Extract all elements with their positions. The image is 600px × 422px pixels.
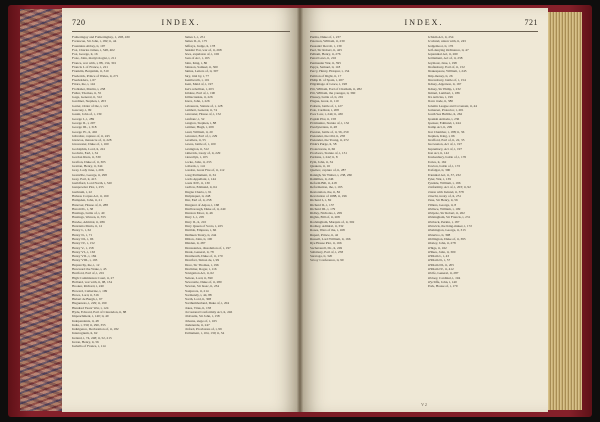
index-entry: Pepys, Samuel, ii, 118 — [310, 65, 341, 70]
index-entry: Levellers, ii, 55 — [184, 138, 206, 143]
index-entry: Wesley, John, ii, 278 — [427, 241, 456, 246]
index-entry: Indulgence, Declaration of, ii, 182 — [72, 327, 119, 332]
index-entry: Warwick, the King-maker, i, 172 — [427, 224, 473, 229]
index-entry: Gloucester, Duke of, i, 160 — [72, 142, 109, 147]
index-entry: Peasants' Revolt, i, 139 — [310, 43, 342, 48]
index-entry: Self-denying Ordinance, ii, 47 — [427, 47, 469, 52]
index-entry: Six Articles, i, 199 — [427, 95, 453, 100]
index-entry: Leicester, Earl of, i, 229 — [184, 133, 218, 138]
index-entry: Shaftesbury, Earl of, ii, 152 — [427, 65, 465, 70]
book-gutter — [297, 8, 303, 412]
index-entry: Richard II., i, 137 — [310, 202, 335, 207]
index-entry: Hundred Years' War, i, 124 — [72, 305, 109, 310]
index-entry: Oldcastle, Sir John, i, 158 — [184, 314, 220, 319]
index-entry: Guthrum, i, 22 — [72, 189, 92, 194]
index-entry: Poor Law, i, 244; ii, 430 — [310, 112, 343, 117]
index-entry: Nonjurors, ii, 214 — [184, 288, 209, 293]
right-running-title: INDEX. — [404, 18, 444, 27]
index-entry: Francis I. of France, i, 221 — [72, 65, 108, 70]
gilt-page-edge — [545, 12, 582, 410]
index-entry: Septennial Act, ii, 260 — [427, 52, 458, 57]
index-entry: Monk, General, ii, 78 — [184, 249, 214, 254]
index-entry: Impeachment, i, 140; ii, 40 — [72, 314, 109, 319]
index-entry: Frederick, Prince of Wales, ii, 271 — [72, 73, 119, 78]
index-entry: James II., ii, 175 — [184, 39, 208, 44]
index-entry: Walsingham, Sir Francis, i, 231 — [427, 215, 471, 220]
index-entry: Paterson, William, ii, 230 — [310, 39, 345, 44]
index-entry: Supremacy, Act of, i, 197 — [427, 146, 463, 151]
index-entry: Monasteries, dissolution of, i, 197 — [184, 245, 231, 250]
index-entry: Spanish Armada, i, 236 — [427, 116, 460, 121]
index-entry: Philip II. of Spain, i, 207 — [310, 77, 344, 82]
index-entry: Utrecht, treaty of, ii, 251 — [427, 193, 462, 198]
index-entry: Pitt, William, the younger, ii, 360 — [310, 90, 356, 95]
index-entry: Navigation Act, ii, 62 — [184, 271, 214, 276]
index-entry: Knox, John, i, 226 — [184, 99, 210, 104]
index-entry: Pilgrimage of Grace, i, 198 — [310, 82, 347, 87]
index-entry: Mary II., ii, 210 — [184, 219, 207, 224]
index-entry: Towton, battle of, i, 172 — [427, 163, 461, 168]
index-entry: Hubert de Burgh, i, 97 — [72, 297, 103, 302]
index-entry: Wolsey, Cardinal, i, 194 — [427, 275, 461, 280]
index-entry: Ireton, Henry, ii, 56 — [72, 340, 99, 345]
index-entry: Protectorate, ii, 66 — [310, 146, 336, 151]
index-entry: Howard, Catherine, i, 199 — [72, 288, 108, 293]
index-entry: Henry III., i, 96 — [72, 236, 94, 241]
index-entry: Ireland, i, 74, 248; ii, 52, 215 — [72, 335, 112, 340]
index-entry: Gordon Riots, ii, 330 — [72, 155, 101, 160]
index-entry: Reform Bill, ii, 418 — [310, 181, 337, 186]
left-page — [62, 8, 300, 412]
index-entry: Walpole, Sir Robert, ii, 262 — [427, 211, 465, 216]
index-entry: Latimer, Hugh, i, 209 — [184, 125, 214, 130]
index-entry: Uniformity, Act of, i, 203; ii, 92 — [427, 185, 471, 190]
index-entry: Gunpowder Plot, i, 255 — [72, 185, 104, 190]
index-entry: George IV., ii, 402 — [72, 129, 98, 134]
index-entry: Henry IV., i, 152 — [72, 241, 95, 246]
index-entry: George I., i, 289 — [72, 116, 95, 121]
index-entry: Johnson, Samuel, ii, 300 — [184, 65, 218, 70]
index-entry: William I., i, 43 — [427, 254, 450, 259]
index-entry: Minden, ii, 287 — [184, 241, 206, 246]
index-entry: India, i, 330; ii, 290, 355 — [72, 322, 106, 327]
index-entry: Normandy, i, 44, 88 — [184, 292, 212, 297]
index-entry: Hampden, John, ii, 21 — [72, 198, 102, 203]
index-entry: Locke, John, ii, 233 — [184, 159, 212, 164]
right-column-1 — [310, 35, 421, 402]
index-entry: Milton, John, ii, 100 — [184, 236, 213, 241]
index-entry: Henry V., i, 158 — [72, 245, 94, 250]
index-entry: Magna Charta, i, 91 — [184, 189, 212, 194]
index-entry: Richard III., i, 179 — [310, 206, 336, 211]
index-entry: Northumberland, Duke of, i, 204 — [184, 301, 230, 306]
index-entry: Poitiers, battle of, i, 127 — [310, 103, 343, 108]
index-entry: Hooker, Richard, i, 240 — [72, 284, 104, 289]
index-entry: Holland, war with, ii, 98, 134 — [72, 279, 113, 284]
index-entry: Langton, Stephen, i, 88 — [184, 120, 217, 125]
index-entry: Pelham, Henry, ii, 276 — [310, 52, 341, 57]
index-entry: Monmouth, Duke of, ii, 170 — [184, 254, 223, 259]
index-entry: Star Chamber, i, 188; ii, 36 — [427, 129, 465, 134]
marbled-page-edge — [20, 9, 65, 411]
index-entry: Junius, Letters of, ii, 307 — [184, 69, 219, 74]
index-entry: Killiecrankie, ii, 226 — [184, 95, 213, 100]
index-entry: France, war with, i, 88, 134, 301 — [72, 60, 117, 65]
index-entry: Shakespeare, William, i, 245 — [427, 69, 467, 74]
index-entry: Richard I., i, 82 — [310, 198, 332, 203]
index-entry: Ship-money, ii, 26 — [427, 73, 453, 78]
index-entry: Parliament, i, 104, 130; ii, 34 — [184, 331, 225, 336]
index-entry: Fotheringay and Fotheringhay, 1, 208, 430 — [72, 35, 130, 39]
index-entry: Wolfe, General, ii, 287 — [427, 271, 459, 276]
index-entry: Somerset, Protector, i, 201 — [427, 108, 464, 113]
index-entry: Newton, Sir Isaac, ii, 234 — [184, 284, 220, 289]
index-entry: Tories, ii, 162 — [427, 159, 447, 164]
index-entry: Lords Appellant, i, 144 — [184, 176, 216, 181]
index-entry: Mary I., i, 205 — [184, 215, 205, 220]
index-entry: North, Lord, ii, 308 — [184, 297, 212, 302]
index-entry: Spenser, Edmund, i, 244 — [427, 120, 461, 125]
index-entry: Interregnum, ii, 62 — [72, 331, 98, 336]
index-entry: Isabella of France, i, 114 — [72, 344, 106, 349]
index-entry: John, King, i, 86 — [184, 60, 208, 65]
index-entry: Tyler, Wat, i, 139 — [427, 176, 451, 181]
index-entry: Peel, Sir Robert, ii, 425 — [310, 47, 342, 52]
index-entry: Pym, John, ii, 34 — [310, 159, 333, 164]
index-entry: Limerick, treaty of, ii, 229 — [184, 151, 221, 156]
index-entry: Oates, Titus, ii, 158 — [184, 305, 212, 310]
index-entry: Grafton, Duke of, ii, 305 — [72, 159, 106, 164]
index-entry: Parma, Duke of, i, 237 — [310, 35, 341, 39]
index-entry: Gascony, i, 99 — [72, 108, 92, 113]
index-entry: Simnel, Lambert, i, 186 — [427, 90, 460, 95]
index-entry: Wallace, William, i, 109 — [427, 206, 461, 211]
index-entry: Seymour, Jane, i, 198 — [427, 60, 457, 65]
index-entry: Villiers, George, ii, 8 — [427, 202, 457, 207]
index-entry: York, House of, i, 170 — [427, 284, 458, 289]
index-entry: Hertford, Earl of, i, 201 — [72, 271, 105, 276]
index-entry: Salisbury, Earl of, i, 258 — [310, 249, 344, 254]
index-entry: Slave trade, ii, 380 — [427, 99, 454, 104]
index-entry: Præmunire, Statute of, i, 132 — [310, 120, 350, 125]
index-entry: George III., i, 318 — [72, 125, 97, 130]
index-entry: Rights, Bill of, ii, 208 — [310, 215, 340, 220]
left-running-head — [72, 18, 290, 30]
index-entry: Warbeck, Perkin, i, 187 — [427, 219, 460, 224]
index-entry: Glencoe, massacre of, ii, 228 — [72, 138, 112, 143]
index-entry: Friars, the, i, 142 — [72, 82, 96, 87]
index-entry: Triennial Act, ii, 37, 232 — [427, 172, 461, 177]
index-entry: Newcastle, Duke of, ii, 280 — [184, 279, 222, 284]
index-entry: Lollards, i, 141 — [184, 163, 206, 168]
left-page-number: 720 — [72, 18, 86, 27]
index-entry: Rodney, Admiral, ii, 332 — [310, 224, 344, 229]
index-entry: James I., i, 251 — [184, 35, 206, 39]
index-entry: Lewes, battle of, i, 100 — [184, 142, 216, 147]
index-entry: More, Sir Thomas, i, 196 — [184, 262, 219, 267]
index-entry: Strafford, Earl of, ii, 22, 35 — [427, 138, 465, 143]
index-entry: Fuller, Thomas, ii, 55 — [72, 90, 102, 95]
index-entry: Fortescue, Sir John, i, 182; ii, 44 — [72, 39, 117, 44]
index-entry: Pretender, the Young, ii, 272 — [310, 138, 349, 143]
index-entry: Nelson, Lord, ii, 390 — [184, 275, 213, 280]
index-entry: Marlborough, Duke of, ii, 240 — [184, 206, 226, 211]
index-entry: Roses, Wars of the, i, 168 — [310, 228, 345, 233]
signature-mark: V 2 — [421, 402, 427, 407]
index-entry: Henry I., i, 62 — [72, 228, 92, 233]
index-entry: Stephen, King, i, 66 — [427, 133, 455, 138]
index-entry: Marston Moor, ii, 46 — [184, 211, 213, 216]
index-entry: Peninsular War, ii, 395 — [310, 60, 341, 65]
index-entry: Test Act, ii, 142 — [427, 151, 450, 156]
index-entry: Sedgemoor, ii, 176 — [427, 43, 454, 48]
index-entry: Quakers, ii, 16 — [310, 163, 330, 168]
index-entry: Solemn League and Covenant, ii, 44 — [427, 103, 477, 108]
index-entry: Whigs, ii, 162 — [427, 245, 447, 250]
index-entry: Matilda, Empress, i, 66 — [184, 228, 217, 233]
index-entry: Raleigh, Sir Walter, i, 238, 260 — [310, 172, 352, 177]
index-entry: George II., i, 297 — [72, 120, 96, 125]
index-entry: Restoration, the, ii, 82 — [310, 189, 341, 194]
index-entry: Schism Act, ii, 254 — [427, 35, 454, 39]
index-entry: Kildare, Earl of, i, 190 — [184, 90, 216, 95]
index-entry: Montfort, Simon de, i, 99 — [184, 258, 220, 263]
index-entry: High Commission Court, ii, 27 — [72, 275, 115, 280]
index-entry: Percy, Henry, Hotspur, i, 154 — [310, 69, 350, 74]
index-entry: Grattan, Henry, ii, 344 — [72, 163, 103, 168]
index-entry: Fox, George, ii, 16 — [72, 52, 98, 57]
index-entry: Independents, ii, 48 — [72, 318, 99, 323]
index-entry: Succession, Act of, i, 197 — [427, 142, 463, 147]
index-entry: Occasional Conformity Act, ii, 246 — [184, 310, 233, 314]
index-entry: Hastings, battle of, i, 40 — [72, 211, 105, 216]
index-entry: Mary Queen of Scots, i, 225 — [184, 224, 223, 229]
index-entry: Gaunt, John of, i, 139 — [72, 112, 102, 117]
index-entry: Habeas Corpus Act, ii, 160 — [72, 193, 109, 198]
index-entry: Lambert, General, ii, 74 — [184, 108, 218, 113]
index-entry: Henry VII., i, 184 — [72, 254, 97, 259]
index-entry: Penal Laws, ii, 216 — [310, 56, 337, 61]
index-entry: Lancaster, House of, i, 152 — [184, 112, 221, 117]
index-entry: Gray, Lady Jane, i, 206 — [72, 168, 104, 173]
index-entry: Fox, Charles James, i, 348, 402 — [72, 47, 115, 52]
index-entry: Oudenarde, ii, 247 — [184, 322, 210, 327]
index-entry: Llewellyn, i, 105 — [184, 155, 208, 160]
index-entry: Oxford, Provisions of, i, 99 — [184, 327, 222, 332]
index-entry: Garter, Order of the, i, 121 — [72, 103, 109, 108]
right-column-2 — [428, 35, 539, 402]
index-entry: Franklin, Benjamin, ii, 310 — [72, 69, 109, 74]
index-entry: Margaret of Anjou, i, 168 — [184, 202, 220, 207]
index-entry: Sidney, Sir Philip, i, 232 — [427, 86, 461, 91]
index-entry: Puritans, i, 242; ii, 8 — [310, 155, 338, 160]
index-entry: Vane, Sir Henry, ii, 56 — [427, 198, 458, 203]
index-entry: Ludlow, Edmund, ii, 64 — [184, 185, 217, 190]
index-entry: Pretender, the Old, ii, 258 — [310, 133, 345, 138]
index-entry: Plague, Great, ii, 110 — [310, 99, 339, 104]
index-entry: Guildford, Lord North, i, 320 — [72, 181, 112, 186]
index-entry: Pitt, William, Earl of Chatham, ii, 282 — [310, 86, 362, 91]
left-column-2 — [185, 35, 291, 402]
index-entry: Tyndale, William, i, 196 — [427, 181, 461, 186]
left-column-1 — [72, 35, 178, 402]
index-entry: Popish Plot, ii, 158 — [310, 116, 336, 121]
right-header-rule — [310, 31, 538, 32]
index-entry: Lanfranc, i, 52 — [184, 116, 205, 121]
index-entry: Union with Ireland, ii, 378 — [427, 189, 464, 194]
index-entry: Gibraltar, capture of, ii, 245 — [72, 133, 110, 138]
index-entry: Ket's rebellion, i, 203 — [184, 86, 214, 91]
index-entry: Godolphin, Lord, ii, 241 — [72, 146, 106, 151]
index-entry: Frobisher, Martin, i, 238 — [72, 86, 106, 91]
index-entry: Mar, Earl of, ii, 258 — [184, 198, 212, 203]
index-entry: Shrewsbury, battle of, i, 154 — [427, 77, 466, 82]
index-entry: William IV., ii, 412 — [427, 267, 454, 272]
index-entry: Labourers, Statute of, i, 128 — [184, 103, 223, 108]
index-entry: Settlement, Act of, ii, 238 — [427, 56, 463, 61]
index-entry: Quebec, capture of, ii, 287 — [310, 168, 347, 173]
right-columns — [310, 35, 538, 402]
index-entry: Fountains Abbey, ii, 197 — [72, 43, 106, 48]
index-entry: Revolution of 1688, ii, 196 — [310, 193, 347, 198]
left-columns — [72, 35, 290, 402]
index-entry: William III., ii, 205 — [427, 262, 454, 267]
index-entry: South Sea Bubble, ii, 262 — [427, 112, 463, 117]
index-entry: Saratoga, ii, 320 — [310, 254, 333, 259]
index-entry: Russell, Lord William, ii, 166 — [310, 236, 351, 241]
index-entry: Scotland, union with, ii, 245 — [427, 39, 467, 44]
index-entry: Jenkins' Ear, war of, ii, 268 — [184, 47, 222, 52]
index-entry: Kent, Maid of, i, 197 — [184, 82, 214, 87]
right-running-head — [310, 18, 538, 30]
index-entry: Freeholders, i, 67 — [72, 77, 96, 82]
left-running-title: INDEX. — [161, 18, 201, 27]
index-entry: Orleans, siege of, i, 165 — [184, 318, 217, 323]
right-page-number: 721 — [524, 18, 538, 27]
index-entry: Pole, Cardinal, i, 208 — [310, 108, 339, 113]
index-entry: Methuen Treaty, ii, 244 — [184, 232, 217, 237]
index-entry: Jeffreys, Judge, ii, 178 — [184, 43, 216, 48]
index-entry: Presbyterians, ii, 48 — [310, 125, 337, 130]
index-entry: Godwin, Earl, i, 34 — [72, 151, 98, 156]
index-entry: Heptarchy, the, i, 12 — [72, 262, 100, 267]
index-entry: Hanover, House of, ii, 288 — [72, 202, 108, 207]
index-entry: Gardiner, Stephen, i, 203 — [72, 99, 106, 104]
index-entry: Waterloo, ii, 398 — [427, 232, 451, 237]
index-entry: Preston, battle of, ii, 56, 259 — [310, 129, 349, 134]
index-entry: Henrietta Maria, ii, 12 — [72, 224, 103, 229]
index-entry: Savoy Conference, ii, 90 — [310, 258, 344, 263]
right-page — [300, 8, 548, 412]
index-entry: Rupert, Prince, ii, 42 — [310, 232, 339, 237]
index-entry: Ridley, Nicholas, i, 209 — [310, 211, 342, 216]
index-entry: Henry VIII., i, 193 — [72, 258, 98, 263]
index-entry: Malplaquet, ii, 248 — [184, 193, 211, 198]
index-entry: Hawke, Admiral, ii, 286 — [72, 219, 105, 224]
index-entry: Rockingham, Marquis of, ii, 302 — [310, 219, 355, 224]
index-entry: Kenilworth, i, 101 — [184, 77, 210, 82]
left-header-rule — [72, 31, 290, 32]
index-entry: Louis XIV., ii, 130 — [184, 181, 210, 186]
index-entry: Lexington, ii, 312 — [184, 146, 209, 151]
index-entry: Jury, trial by, i, 77 — [184, 73, 210, 78]
index-entry: Hastings, Warren, ii, 355 — [72, 215, 106, 220]
index-entry: Hereward the Wake, i, 45 — [72, 267, 107, 272]
index-entry: Long Parliament, ii, 34 — [184, 172, 216, 177]
index-entry: Ramillies, ii, 246 — [310, 176, 334, 181]
index-entry: London, Great Fire of, ii, 112 — [184, 168, 225, 173]
index-entry: Wycliffe, John, i, 140 — [427, 279, 457, 284]
index-entry: Joan of Arc, i, 165 — [184, 56, 210, 61]
index-entry: Henry II., i, 71 — [72, 232, 93, 237]
index-entry: Grey, Earl, ii, 415 — [72, 176, 97, 181]
index-entry: Hyde, Edward, Earl of Clarendon, ii, 88 — [72, 310, 127, 314]
index-entry: Trafalgar, ii, 390 — [427, 168, 451, 173]
index-entry: Petition of Right, ii, 17 — [310, 73, 342, 78]
index-entry: Huguenots, i, 229; ii, 190 — [72, 301, 107, 306]
index-entry: William II., i, 57 — [427, 258, 451, 263]
index-entry: Rye House Plot, ii, 166 — [310, 241, 342, 246]
index-entry: Howe, Lord, ii, 316 — [72, 292, 99, 297]
index-entry: Mortimer, Roger, i, 116 — [184, 267, 217, 272]
index-entry: Laud, William, ii, 20 — [184, 129, 213, 134]
index-entry: Harold II., i, 38 — [72, 206, 94, 211]
index-entry: Reformation, the, i, 195 — [310, 185, 343, 190]
index-entry: Wellington, Duke of, ii, 395 — [427, 236, 466, 241]
index-entry: Stamp Act, ii, 299 — [427, 125, 453, 130]
index-entry: Henry VI., i, 163 — [72, 249, 96, 254]
index-entry: Jews, expulsion of, i, 106 — [184, 52, 220, 57]
index-entry: Sacheverell, Dr., ii, 249 — [310, 245, 343, 250]
index-entry: Gage, General, ii, 312 — [72, 95, 102, 100]
index-entry: Foxe, John, martyrologist, i, 211 — [72, 56, 117, 61]
index-entry: Pride's Purge, ii, 58 — [310, 142, 337, 147]
index-entry: Provisors, Statute of, i, 131 — [310, 151, 348, 156]
index-entry: Washington, George, ii, 313 — [427, 228, 466, 233]
index-entry: Plassey, battle of, ii, 291 — [310, 95, 344, 100]
index-entry: Sidney, Algernon, ii, 167 — [427, 82, 462, 87]
index-entry: Tewkesbury, battle of, i, 176 — [427, 155, 467, 160]
index-entry: Wilkes, John, ii, 300 — [427, 249, 456, 254]
index-entry: Grenville, George, ii, 298 — [72, 172, 107, 177]
